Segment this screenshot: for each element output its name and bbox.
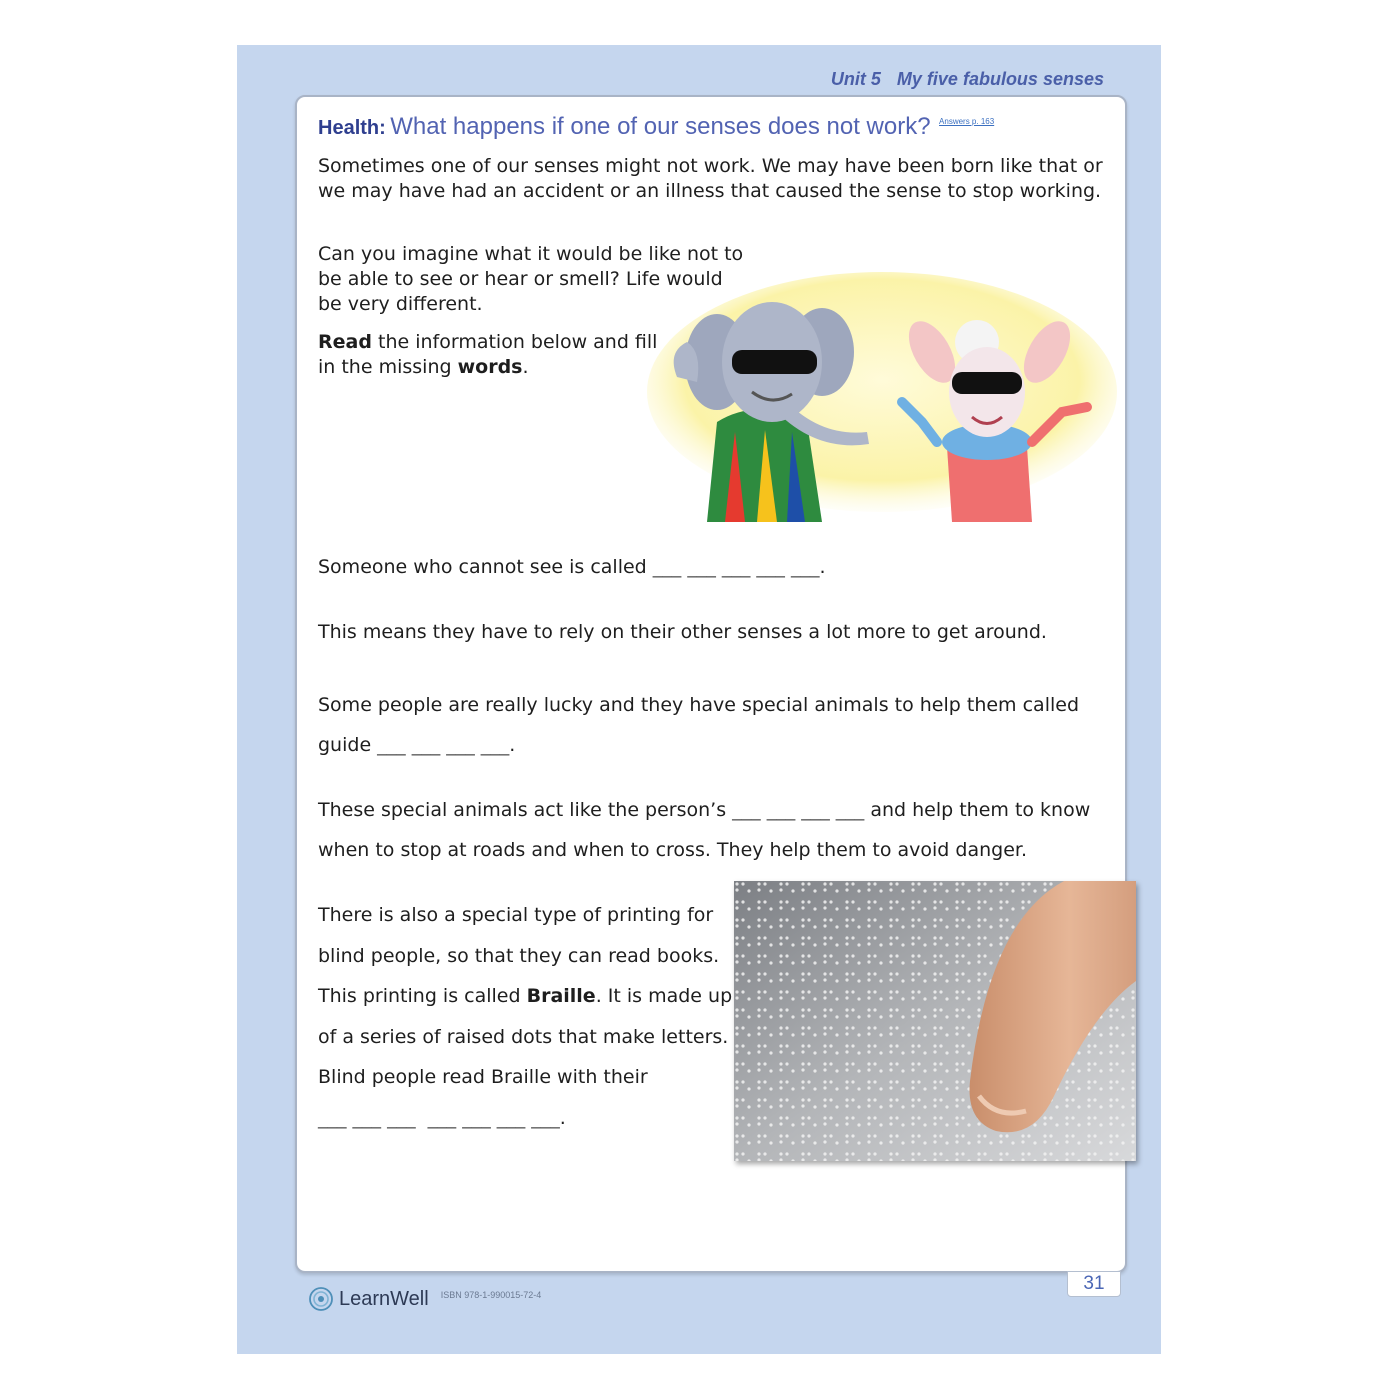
braille-text-b: . It is made up of a series of raised dots that make letters. Blind people read Braille with their	[318, 985, 733, 1088]
instruction-read-bold: Read	[318, 331, 372, 353]
sentence-eyes	[318, 790, 1108, 870]
sentence-braille	[318, 895, 738, 1138]
blank-fingers[interactable]: ___ ___ ___ ___ ___ ___ ___	[318, 1106, 560, 1129]
instruction-words-bold: words	[457, 356, 523, 378]
intro-paragraph: Sometimes one of our senses might not work. We may have been born like that or we may have had an accident or an illness that caused the sense to stop working.	[318, 155, 1103, 202]
sentence-eyes-text: These special animals act like the person’s	[318, 799, 733, 821]
unit-number: Unit 5	[830, 69, 881, 89]
instruction-text: the information below and fill in the missing	[318, 331, 658, 378]
imagine-paragraph: Can you imagine what it would be like not to be able to see or hear or smell? Life would be very different.	[318, 243, 744, 315]
blank-eyes[interactable]: ___ ___ ___ ___	[732, 799, 865, 821]
sentence-guide	[318, 685, 1108, 765]
braille-end: .	[559, 1106, 566, 1129]
workbook-page	[237, 45, 1161, 1354]
answers-link[interactable]: Answers p. 163	[939, 117, 995, 126]
sentence-eyes-end: and help them to know when to stop at roads and when to cross. They help them to avoid danger.	[318, 799, 1091, 861]
sentence-guide-text: Some people are really lucky and they have special animals to help them called guide	[318, 694, 1080, 756]
braille-text-a: There is also a special type of printing for blind people, so that they can read books. This printing is called	[318, 904, 720, 1007]
blank-dogs[interactable]: ___ ___ ___ ___	[377, 734, 510, 756]
sentence-blind-text: Someone who cannot see is called	[318, 556, 653, 578]
page-number: 31	[1067, 1271, 1121, 1297]
sentence-blind	[318, 555, 1108, 580]
brand-name: LearnWell	[339, 1287, 429, 1310]
title-question: What happens if one of our senses does not work?	[390, 113, 931, 140]
blindfolded-animals-illustration	[647, 272, 1117, 522]
section-title	[318, 113, 994, 141]
footer-brand	[309, 1287, 541, 1311]
title-subject: Health:	[318, 117, 386, 139]
sentence-guide-end: .	[509, 734, 516, 756]
sentence-rely: This means they have to rely on their other senses a lot more to get around.	[318, 621, 1047, 643]
unit-title: My five fabulous senses	[896, 69, 1104, 89]
braille-reading-photo	[734, 881, 1136, 1161]
learnwell-logo-icon	[309, 1287, 333, 1311]
blank-blind[interactable]: ___ ___ ___ ___ ___	[652, 556, 820, 578]
unit-header	[831, 69, 1104, 90]
sentence-blind-end: .	[819, 556, 826, 578]
content-card	[295, 95, 1127, 1273]
instruction-end: .	[522, 356, 529, 378]
instruction-paragraph	[318, 330, 678, 380]
isbn: ISBN 978-1-990015-72-4	[440, 1290, 542, 1300]
braille-bold: Braille	[526, 985, 596, 1007]
